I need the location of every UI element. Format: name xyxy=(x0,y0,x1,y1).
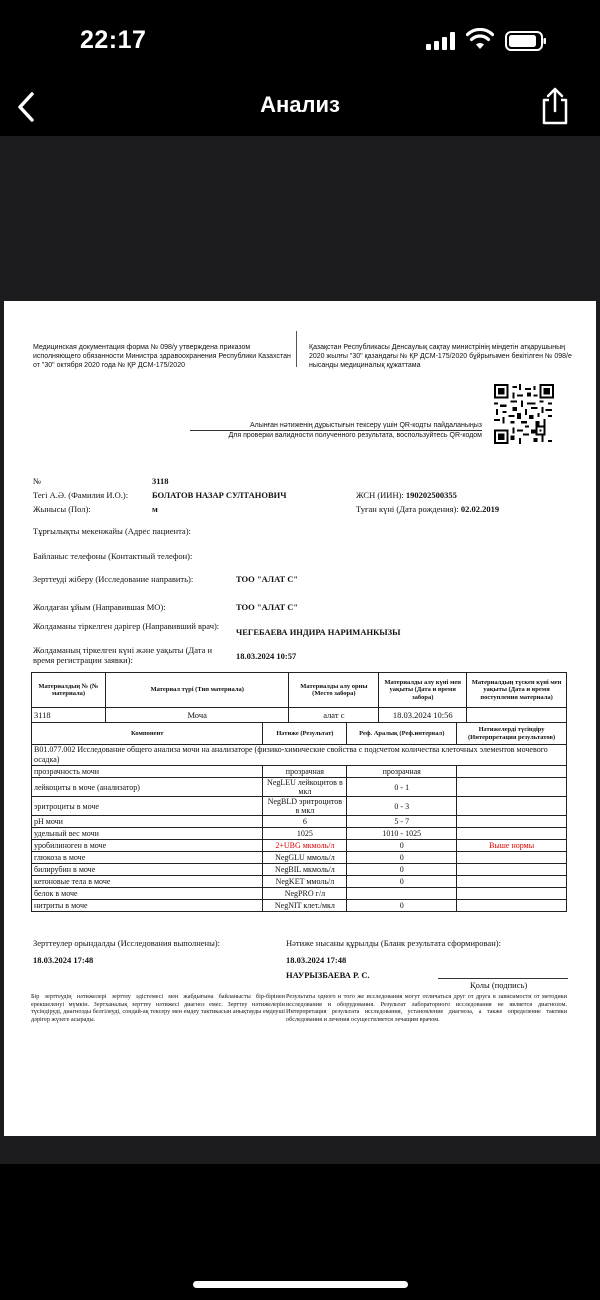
material-received-date xyxy=(467,708,567,723)
name-label: Тегі А.Ә. (Фамилия И.О.): xyxy=(33,490,129,500)
material-header-received-date: Материалдың түскен күні мен уақыты (Дата и время поступления материала) xyxy=(467,673,567,708)
material-header-place: Материалды алу орны (Место забора) xyxy=(289,673,379,708)
table-row xyxy=(32,876,567,888)
iin-label: ЖСН (ИИН): xyxy=(356,490,404,500)
result-ref: 0 xyxy=(347,852,457,864)
material-sample-date: 18.03.2024 10:56 xyxy=(379,708,467,723)
table-row xyxy=(32,840,567,852)
result-interp xyxy=(457,876,567,888)
material-number: 3118 xyxy=(32,708,106,723)
table-row xyxy=(32,900,567,912)
dob-label: Туған күні (Дата рождения): xyxy=(356,504,459,514)
document-viewer[interactable] xyxy=(0,136,600,1164)
result-interp-abnormal: Выше нормы xyxy=(457,840,567,852)
result-ref: 1010 - 1025 xyxy=(347,828,457,840)
number-value: 3118 xyxy=(152,476,169,486)
formed-label: Нәтиже нысаны құрылды (Бланк результата сформирован): xyxy=(286,938,501,948)
header-right-text: Қазақстан Республикасы Денсаулық сақтау министрінің міндетін атқарушының 2020 жылғы "30" қазандағы № ҚР ДСМ-175/2020 бұйрығымен бекітілген № 098/е нысанды медициналық құжаттама xyxy=(309,344,572,369)
lab-result-document xyxy=(4,301,596,1136)
result-value: прозрачная xyxy=(263,766,347,778)
result-ref: 0 xyxy=(347,876,457,888)
result-interp xyxy=(457,852,567,864)
table-row xyxy=(32,864,567,876)
result-component: нитриты в моче xyxy=(32,900,263,912)
qr-code-image xyxy=(494,384,554,444)
results-section-title: B01.077.002 Исследование общего анализа мочи на анализаторе (физико-химические свойства с подсчетом количества клеточных элементов мочевого осадка) xyxy=(32,745,567,766)
result-ref: 5 - 7 xyxy=(347,816,457,828)
name-value: БОЛАТОВ НАЗАР СУЛТАНОВИЧ xyxy=(152,490,287,500)
result-value: 1025 xyxy=(263,828,347,840)
result-ref: 0 - 3 xyxy=(347,797,457,816)
result-value: NegPRO г/л xyxy=(263,888,347,900)
performed-label: Зерттеулер орындалды (Исследования выполнены): xyxy=(33,938,220,948)
material-table xyxy=(31,672,567,723)
sex-label: Жынысы (Пол): xyxy=(33,504,91,514)
status-time: 22:17 xyxy=(80,26,147,54)
result-ref: 0 xyxy=(347,840,457,852)
result-component: эритроциты в моче xyxy=(32,797,263,816)
table-row xyxy=(32,888,567,900)
qr-instruction-kz: Алынған нәтиженің дұрыстығын тексеру үшін QR-кодты пайдаланыңыз xyxy=(249,422,482,429)
material-header-sample-date: Материалды алу күні мен уақыты (Дата и время забора) xyxy=(379,673,467,708)
result-interp xyxy=(457,797,567,816)
table-row xyxy=(32,766,567,778)
result-ref: 0 xyxy=(347,864,457,876)
result-ref: прозрачная xyxy=(347,766,457,778)
result-interp xyxy=(457,888,567,900)
signature-line xyxy=(438,978,568,979)
result-value: NegBIL мкмоль/л xyxy=(263,864,347,876)
result-interp xyxy=(457,778,567,797)
material-header-type: Материал түрі (Тип материала) xyxy=(105,673,289,708)
result-component: глюкоза в моче xyxy=(32,852,263,864)
result-interp xyxy=(457,828,567,840)
address-label: Тұрғылықты мекенжайы (Адрес пациента): xyxy=(33,526,191,536)
mo-label: Жолдаған ұйым (Направившая МО): xyxy=(33,602,166,612)
home-indicator[interactable] xyxy=(193,1281,408,1288)
results-header-component: Компонент xyxy=(32,723,263,745)
battery-icon xyxy=(505,31,547,51)
results-table xyxy=(31,722,567,912)
footnote-ru: Результаты одного и того же исследования могут отличаться друг от друга в зависимости от методики исследования и оборудования. Результат лабораторного исследования не является диагнозом. Интерпретация результата исследования, установление диагноза, а также определение тактики обследования и лечения осуществляется лечащим врачом. xyxy=(286,993,567,1023)
table-row xyxy=(32,778,567,797)
qr-instruction-ru: Для проверки валидности полученного результата, воспользуйтесь QR-кодом xyxy=(228,432,482,439)
result-value: NegNIT клет./мкл xyxy=(263,900,347,912)
result-ref: 0 - 1 xyxy=(347,778,457,797)
result-interp xyxy=(457,864,567,876)
signature-label: Қолы (подпись) xyxy=(470,980,528,990)
number-label: № xyxy=(33,476,42,486)
result-interp xyxy=(457,900,567,912)
cellular-signal-icon xyxy=(426,32,458,50)
header-divider xyxy=(296,331,297,367)
header-left-text: Медицинская документация форма № 098/у утверждена приказом исполняющего обязанности Министра здравоохранения Республики Казахстан от "30" октября 2020 года № ҚР ДСМ-175/2020 xyxy=(33,344,291,369)
status-bar xyxy=(0,0,600,80)
result-interp xyxy=(457,816,567,828)
footnote-kz: Бір зерттеудің нәтижелері зерттеу әдістемесі мен жабдығына байланысты бір-бірінен ерекшеленуі мүмкін. Зертханалық зерттеу нәтижесі диагноз емес. Зерттеу нәтижелерін түсіндіруді, диагнозды белгілеуді, сондай-ақ тексеру мен емдеу тактикасын анықтауды емдеуші дәрігер жүзеге асырады. xyxy=(31,993,285,1023)
performed-value: 18.03.2024 17:48 xyxy=(33,955,94,965)
result-component: прозрачность мочи xyxy=(32,766,263,778)
result-ref: 0 xyxy=(347,900,457,912)
formed-value: 18.03.2024 17:48 xyxy=(286,955,347,965)
sex-value: м xyxy=(152,504,158,514)
result-value: 6 xyxy=(263,816,347,828)
result-component: лейкоциты в моче (анализатор) xyxy=(32,778,263,797)
result-value: NegLEU лейкоцитов в мкл xyxy=(263,778,347,797)
doctor-value: ЧЕГЕБАЕВА ИНДИРА НАРИМАНКЫЗЫ xyxy=(236,627,401,637)
result-interp xyxy=(457,766,567,778)
dob-value: 02.02.2019 xyxy=(460,504,500,514)
navigation-bar xyxy=(0,80,600,136)
table-row xyxy=(32,852,567,864)
mo-value: ТОО "АЛАТ С" xyxy=(236,602,299,612)
wifi-icon xyxy=(466,28,494,50)
result-value: NegBLD эритроцитов в мкл xyxy=(263,797,347,816)
result-component: удельный вес мочи xyxy=(32,828,263,840)
table-row xyxy=(32,816,567,828)
directed-label: Зерттеуді жіберу (Исследование направить): xyxy=(33,574,194,584)
table-row xyxy=(32,797,567,816)
material-row xyxy=(32,708,567,723)
result-component: уробилиноген в моче xyxy=(32,840,263,852)
result-value-abnormal: 2+UBG мкмоль/л xyxy=(263,840,347,852)
table-row xyxy=(32,828,567,840)
material-header-number: Материалдың № (№ материала) xyxy=(32,673,106,708)
regdate-value: 18.03.2024 10:57 xyxy=(236,651,297,661)
result-ref xyxy=(347,888,457,900)
results-header-ref: Реф. Аралық (Реф.интервал) xyxy=(347,723,457,745)
signer-name: НАУРЫЗБАЕВА Р. С. xyxy=(286,970,370,980)
result-value: NegGLU ммоль/л xyxy=(263,852,347,864)
material-type: Моча xyxy=(105,708,289,723)
results-header-result: Нәтиже (Результат) xyxy=(263,723,347,745)
material-place: алат с xyxy=(289,708,379,723)
result-value: NegKET ммоль/л xyxy=(263,876,347,888)
directed-value: ТОО "АЛАТ С" xyxy=(236,574,299,584)
share-icon[interactable] xyxy=(539,86,571,126)
result-component: белок в моче xyxy=(32,888,263,900)
result-component: билирубин в моче xyxy=(32,864,263,876)
iin-value: 190202500355 xyxy=(405,490,457,500)
doctor-label: Жолдаманы тіркелген дәрігер (Направивший врач): xyxy=(33,621,220,631)
page-title: Анализ xyxy=(260,92,340,117)
regdate-label: Жолдаманың тіркелген күні және уақыты (Дата и время регистрации заявки): xyxy=(33,645,213,665)
results-header-interp: Нәтижелерді түсіндіру (Интерпретация результатов) xyxy=(457,723,567,745)
result-component: кетоновые тела в моче xyxy=(32,876,263,888)
result-component: pH мочи xyxy=(32,816,263,828)
phone-label: Байланыс телефоны (Контактный телефон): xyxy=(33,551,193,561)
